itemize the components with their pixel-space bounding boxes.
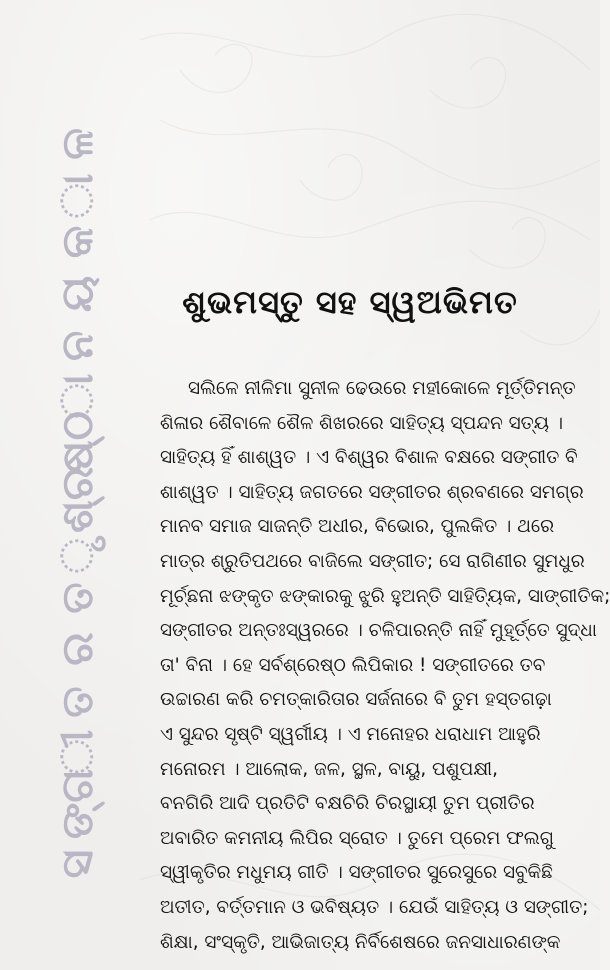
text-line: ମାତ୍ର ଶ୍ରୁତିପଥରେ ବାଜିଲେ ସଙ୍ଗୀତ; ସେ ରାଗିଣୀର ସୁମଧୁର — [160, 550, 585, 572]
text-line: ଏ ସୁନ୍ଦର ସୃଷ୍ଟି ସ୍ୱର୍ଗୀୟ । ଏ ମନୋହର ଧରାଧାମ ଆହୁରି — [160, 723, 541, 745]
text-line: ମୂର୍ଚ୍ଛନା ଝଙ୍କୃତ ଝଙ୍କାରକୁ ଝୁରି ହୁଅନ୍ତି ସାହିତ୍ୟିକ, ସାଙ୍ଗୀତିକ; — [160, 585, 610, 607]
text-line: ଶିଳାର ଶୈବାଳେ ଶୈଳ ଶିଖରରେ ସାହିତ୍ୟ ସ୍ପନ୍ଦନ ସତ୍ୟ । — [160, 412, 564, 434]
side-vertical-title — [0, 80, 120, 970]
side-title-letter: ୀ — [52, 729, 103, 775]
side-title-letter: ଳ — [52, 128, 103, 160]
side-title-letter: ୃ — [52, 538, 103, 574]
text-line: ସଲିଳେ ନୀଳିମା ସୁନୀଳ ଢେଉରେ ମହୀକୋଳେ ମୂର୍ତ୍ତିମନ୍ତ — [188, 378, 576, 399]
side-title-letter: ତ — [52, 686, 103, 718]
page-heading: ଶୁଭମସ୍ତୁ ସହ ସ୍ୱଅଭିମତ — [182, 283, 518, 321]
text-line: ଉଚ୍ଚାରଣ କରି ଚମତ୍କାରିତାର ସର୍ଜନାରେ ବି ତୁମ ହସ୍ତଗଢ଼ା — [160, 689, 552, 711]
text-line: ସ୍ୱୀକୃତିର ମଧୁମୟ ଗୀତି । ସଙ୍ଗୀତର ସୁରେସୁରେ ସବୁକିଛି — [160, 862, 553, 884]
text-line: ସଙ୍ଗୀତର ଅନ୍ତଃସ୍ୱରରେ । ଚଳିପାରନ୍ତି ନାହିଁ ମୁହୂର୍ତ୍ତେ ସୁଦ୍ଧା — [160, 620, 597, 642]
side-title-letter: ତ — [52, 582, 103, 614]
text-line: ବନଗିରି ଆଦି ପ୍ରତିଟି ବକ୍ଷଚିରି ଚିରସ୍ଥାୟୀ ତୁମ ପ୍ରୀତିର — [160, 793, 535, 815]
side-title-letter: ଙ୍ଗ — [52, 768, 103, 840]
body-paragraph — [160, 372, 610, 960]
text-line: ଶିକ୍ଷା, ସଂସ୍କୃତି, ଆଭିଜାତ୍ୟ ନିର୍ବିଶେଷରେ ଜନସାଧାରଣଙ୍କ — [160, 931, 561, 953]
side-title-letter: ା — [52, 373, 103, 419]
side-title-letter: ଶ୍ର — [52, 466, 103, 534]
text-line: ଅତୀତ, ବର୍ତ୍ତମାନ ଓ ଭବିଷ୍ୟତ । ଯେଉଁ ସାହିତ୍ୟ ଓ ସଙ୍ଗୀତ; — [160, 896, 589, 918]
side-title-letter: ସ — [52, 849, 103, 879]
side-title-letter: କ — [52, 225, 103, 259]
text-line: ମାନବ ସମାଜ ସାଜନ୍ତି ଅଧୀର, ବିଭୋର, ପୁଲକିତ । ଥରେ — [160, 516, 555, 538]
side-title-letter: ଷ୍ଠ — [52, 411, 103, 473]
text-line: ଶାଶ୍ୱତ । ସାହିତ୍ୟ ଜଗତରେ ସଙ୍ଗୀତର ଶ୍ରବଣରେ ସମଗ୍ର — [160, 481, 584, 503]
side-title-letter: ା — [52, 173, 103, 219]
text-line: ତା' ବିନା । ହେ ସର୍ବଶ୍ରେଷ୍ଠ ଲିପିକାର ! ସଙ୍ଗୀତରେ ତବ — [160, 654, 546, 676]
text-line: ସାହିତ୍ୟ ହିଁ ଶାଶ୍ୱତ । ଏ ବିଶ୍ୱର ବିଶାଳ ବକ୍ଷରେ ସଙ୍ଗୀତ ବି — [160, 447, 578, 469]
text-line: ଅବାରିତ କମନୀୟ ଲିପିର ସ୍ରୋତ । ତୁମେ ପ୍ରେମ ଫଲଗୁ — [160, 827, 554, 849]
side-title-letter: ର — [52, 632, 103, 666]
text-line: ମନୋରମ । ଆଲୋକ, ଜଳ, ସ୍ଥଳ, ବାୟୁ, ପଶୁପକ୍ଷୀ, — [160, 758, 498, 780]
side-title-letter: ନ — [52, 330, 103, 362]
side-title-letter: ୟ — [52, 275, 103, 313]
